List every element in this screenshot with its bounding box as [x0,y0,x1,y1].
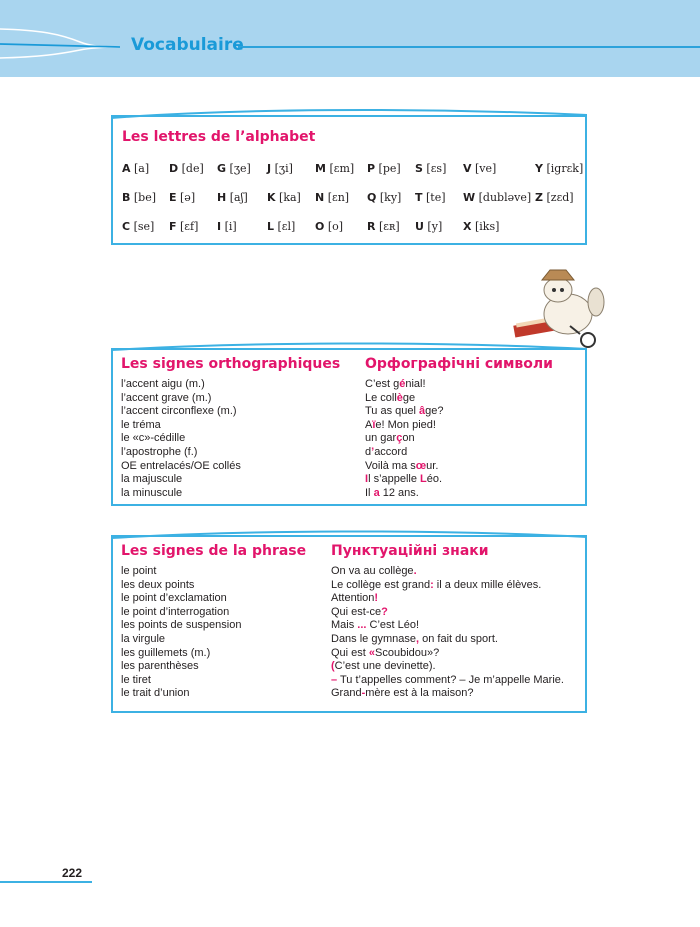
phrase-example: Le collège est grand: il a deux mille élèves. [331,578,542,591]
letter: X [463,220,472,233]
pronunciation: [ɛm] [325,162,355,175]
phrase-term: le point [121,565,157,577]
pronunciation: [aʃ] [226,191,248,204]
phrase-box-wave [111,528,587,540]
alphabet-letter [367,220,400,233]
pronunciation: [o] [324,220,344,233]
alphabet-letter [315,220,343,233]
alphabet-letter [169,220,198,233]
orthographic-term: la minuscule [121,486,183,499]
alphabet-letter [122,220,154,233]
orthographic-example: Aïe! Mon pied! [365,418,436,431]
alphabet-letter [463,162,496,175]
pronunciation: [igrɛk] [542,162,584,175]
alphabet-box-wave [111,105,587,119]
phrase-example: Qui est-ce? [331,605,388,618]
phrase-example: Mais ... C’est Léo! [331,619,420,632]
pronunciation: [de] [178,162,204,175]
orthographic-box-wave [111,340,587,352]
phrase-example: Qui est «Scoubidou»? [331,646,440,659]
letter: F [169,220,177,233]
pronunciation: [i] [221,220,237,233]
orthographic-example: Il a 12 ans. [365,486,419,499]
letter: R [367,220,376,233]
letter: B [122,191,131,204]
footer-divider [0,881,92,883]
pronunciation: [ɛʀ] [375,220,400,233]
section-title: Vocabulaire [131,35,244,55]
alphabet-letter [217,191,248,204]
orthographic-term: la majuscule [121,473,183,486]
phrase-example: (C’est une devinette). [331,660,436,673]
phrase-term: les points de suspension [121,619,242,632]
letter: V [463,162,472,175]
phrase-signs-box [111,535,587,713]
letter: G [217,162,227,175]
orthographic-term: le tréma [121,418,161,431]
orthographic-signs-box [111,348,587,506]
phrase-example: Dans le gymnase, on fait du sport. [331,632,498,645]
alphabet-letter [415,220,442,233]
pronunciation: [ky] [376,191,402,204]
alphabet-box [111,115,587,245]
phrase-example: On va au collège. [331,565,417,577]
pronunciation: [ɛs] [422,162,447,175]
phrase-examples-list [331,565,564,701]
pronunciation: [ɛf] [176,220,199,233]
alphabet-letter [415,162,446,175]
letter: H [217,191,227,204]
pronunciation: [ve] [471,162,497,175]
letter: U [415,220,424,233]
letter: N [315,191,325,204]
letter: J [267,162,272,175]
orthographic-example: Voilà ma sœur. [365,459,439,472]
letter: E [169,191,177,204]
orthographic-term: l’accent grave (m.) [121,391,212,404]
pronunciation: [ɛl] [274,220,296,233]
orthographic-term: l’accent aigu (m.) [121,378,205,390]
orthographic-example: Le collège [365,391,416,404]
alphabet-letter [367,191,401,204]
orthographic-title-fr: Les signes orthographiques [121,356,341,372]
phrase-title-fr: Les signes de la phrase [121,543,307,559]
phrase-term: les parenthèses [121,660,199,673]
letter: P [367,162,376,175]
orthographic-term: l’accent circonflexe (m.) [121,405,237,418]
orthographic-title-uk: Орфографічні символи [365,356,553,372]
pronunciation: [ə] [176,191,196,204]
alphabet-letter [122,162,149,175]
orthographic-example: Tu as quel âge? [365,405,444,418]
pronunciation: [ʒi] [271,162,293,175]
phrase-term: le point d’interrogation [121,605,230,618]
letter: D [169,162,179,175]
pronunciation: [ka] [275,191,301,204]
letter: S [415,162,423,175]
alphabet-letter [535,162,583,175]
orthographic-example: Il s’appelle Léo. [365,473,443,486]
phrase-example: Attention! [331,592,379,605]
orthographic-term: OE entrelacés/OE collés [121,459,241,472]
phrase-terms-list [121,565,241,701]
pronunciation: [y] [423,220,443,233]
alphabet-letter [315,191,349,204]
pronunciation: [iks] [471,220,500,233]
orthographic-example: un garçon [365,432,415,445]
letter: Q [367,191,377,204]
letter: K [267,191,276,204]
pronunciation: [te] [422,191,446,204]
phrase-term: les deux points [121,578,195,591]
phrase-example: Grand-mère est à la maison? [331,687,474,700]
alphabet-letter [169,191,195,204]
alphabet-letter [415,191,446,204]
pronunciation: [dubləve] [475,191,532,204]
orthographic-terms-list [121,378,241,500]
alphabet-letter [267,220,295,233]
phrase-term: la virgule [121,632,166,645]
phrase-term: le point d’exclamation [121,592,227,605]
pronunciation: [ʒe] [226,162,251,175]
alphabet-letter [122,191,156,204]
alphabet-letter [367,162,401,175]
pronunciation: [be] [130,191,157,204]
orthographic-term: l’apostrophe (f.) [121,445,198,458]
pronunciation: [ɛn] [324,191,350,204]
letter: O [315,220,325,233]
orthographic-example: C’est génial! [365,378,426,390]
pronunciation: [se] [130,220,155,233]
letter: Y [535,162,543,175]
alphabet-letter [217,162,251,175]
alphabet-letter [267,191,301,204]
letter: M [315,162,326,175]
letter: A [122,162,131,175]
pronunciation: [zɛd] [542,191,574,204]
phrase-example: – Tu t’appelles comment? – Je m’appelle Marie. [331,673,564,686]
alphabet-letter [217,220,237,233]
letter: I [217,220,222,233]
alphabet-letter [463,220,499,233]
phrase-term: le trait d’union [121,687,190,700]
letter: Z [535,191,543,204]
alphabet-letter [315,162,354,175]
alphabet-letter [267,162,293,175]
alphabet-letter [463,191,531,204]
page-number: 222 [62,866,83,880]
letter: T [415,191,423,204]
orthographic-term: le «c»-cédille [121,432,186,445]
header-decoration [0,0,700,77]
phrase-term: les guillemets (m.) [121,646,211,659]
orthographic-examples-list [365,378,444,500]
mascot-illustration [508,262,608,350]
pronunciation: [pe] [375,162,401,175]
pronunciation: [a] [130,162,150,175]
letter: L [267,220,275,233]
letter: W [463,191,476,204]
phrase-title-uk: Пунктуаційні знаки [331,543,489,559]
orthographic-example: d’accord [365,445,408,458]
alphabet-letter [535,191,574,204]
phrase-term: le tiret [121,673,151,686]
alphabet-letter [169,162,204,175]
alphabet-title: Les lettres de l’alphabet [122,129,316,145]
letter: C [122,220,131,233]
